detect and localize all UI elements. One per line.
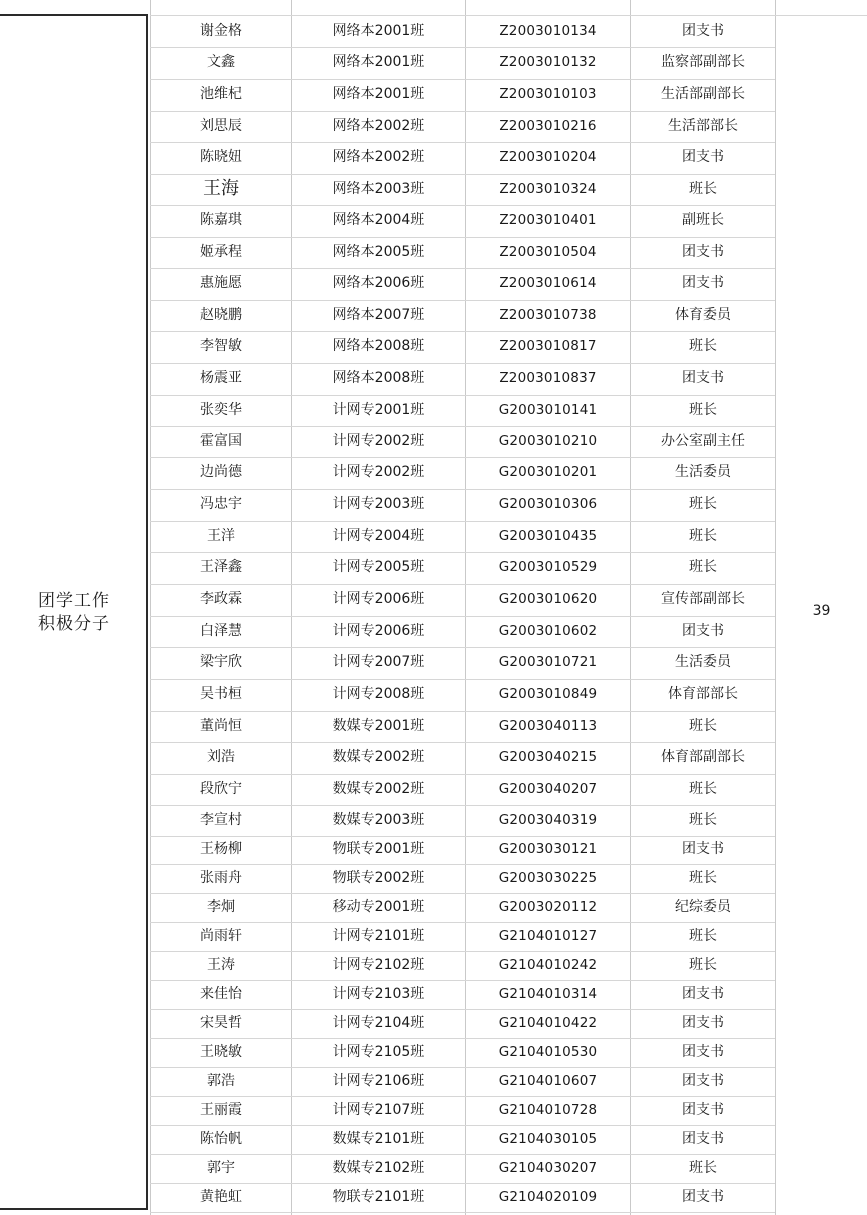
position-cell: 班长 (689, 1159, 717, 1176)
student-id-cell: G2104030105 (498, 1130, 598, 1147)
position-cell: 团支书 (682, 275, 724, 292)
position-cell: 团支书 (682, 985, 724, 1002)
student-id-cell: G2003040207 (498, 780, 598, 797)
student-id-cell: G2003010849 (498, 686, 598, 703)
position-cell: 办公室副主任 (661, 432, 745, 449)
grid-hline (150, 616, 775, 617)
position-cell: 生活部部长 (668, 117, 738, 134)
grid-hline (150, 521, 775, 522)
student-name-cell: 陈晓妞 (200, 149, 242, 166)
student-id-cell: G2003010721 (498, 654, 598, 671)
grid-hline (150, 552, 775, 553)
student-id-cell: G2003030225 (498, 869, 598, 886)
student-name-cell: 陈怡帆 (200, 1130, 242, 1147)
grid-hline (150, 647, 775, 648)
student-id-cell: G2003010201 (498, 464, 598, 481)
student-id-cell: Z2003010216 (499, 117, 597, 134)
grid-hline (150, 1096, 775, 1097)
student-id-cell: G2104010242 (498, 956, 598, 973)
position-cell: 班长 (689, 559, 717, 576)
student-name-cell: 李炯 (207, 898, 235, 915)
class-cell: 网络本2004班 (332, 212, 425, 229)
class-cell: 计网专2002班 (332, 432, 425, 449)
class-cell: 计网专2102班 (332, 956, 425, 973)
class-cell: 物联专2101班 (332, 1188, 425, 1205)
student-name-cell: 郭浩 (207, 1072, 235, 1089)
position-cell: 班长 (689, 927, 717, 944)
student-name-cell: 宋昊哲 (200, 1014, 242, 1031)
class-cell: 计网专2008班 (332, 686, 425, 703)
student-id-cell: Z2003010738 (499, 306, 597, 323)
student-name-cell: 李政霖 (200, 591, 242, 608)
class-cell: 计网专2101班 (332, 927, 425, 944)
student-name-cell: 李智敏 (200, 338, 242, 355)
grid-hline (150, 679, 775, 680)
grid-hline (150, 1009, 775, 1010)
student-id-cell: G2003010529 (498, 559, 598, 576)
student-name-cell: 尚雨轩 (200, 927, 242, 944)
student-name-cell: 李宣村 (200, 811, 242, 828)
grid-hline (150, 584, 775, 585)
student-name-cell: 张雨舟 (200, 869, 242, 886)
student-id-cell: G2104010607 (498, 1072, 598, 1089)
position-cell: 团支书 (682, 22, 724, 39)
class-cell: 网络本2002班 (332, 117, 425, 134)
class-cell: 数媒专2101班 (332, 1130, 425, 1147)
student-name-cell: 来佳怡 (200, 985, 242, 1002)
student-name-cell: 白泽慧 (200, 622, 242, 639)
student-id-cell: G2003010210 (498, 432, 598, 449)
student-name-cell: 谢金格 (200, 22, 242, 39)
grid-hline (150, 1154, 775, 1155)
class-cell: 物联专2002班 (332, 869, 425, 886)
position-cell: 班长 (689, 717, 717, 734)
student-id-cell: G2003010141 (498, 401, 598, 418)
grid-hline (150, 951, 775, 952)
position-cell: 班长 (689, 496, 717, 513)
student-name-cell: 冯忠宇 (200, 496, 242, 513)
student-id-cell: G2003010306 (498, 496, 598, 513)
student-id-cell: G2104010728 (498, 1101, 598, 1118)
student-id-cell: G2003010602 (498, 622, 598, 639)
student-id-cell: Z2003010132 (499, 54, 597, 71)
class-cell: 网络本2007班 (332, 306, 425, 323)
grid-hline (150, 1125, 775, 1126)
student-name-cell: 刘思辰 (200, 117, 242, 134)
student-id-cell: Z2003010204 (499, 149, 597, 166)
student-name-cell: 王丽霞 (200, 1101, 242, 1118)
grid-hline (150, 300, 775, 301)
student-id-cell: G2104020109 (498, 1188, 598, 1205)
position-cell: 体育部副部长 (661, 749, 745, 766)
student-id-cell: Z2003010504 (499, 243, 597, 260)
student-name-cell: 黄艳虹 (200, 1188, 242, 1205)
position-cell: 纪综委员 (675, 898, 731, 915)
student-name-cell: 杨震亚 (200, 370, 242, 387)
grid-vline (150, 0, 151, 1215)
position-cell: 团支书 (682, 1188, 724, 1205)
class-cell: 网络本2002班 (332, 149, 425, 166)
grid-hline (150, 47, 775, 48)
grid-hline (150, 111, 775, 112)
class-cell: 数媒专2002班 (332, 780, 425, 797)
position-cell: 班长 (689, 338, 717, 355)
position-cell: 体育委员 (675, 306, 731, 323)
student-name-cell: 吴书桓 (200, 686, 242, 703)
grid-hline (150, 893, 775, 894)
class-cell: 计网专2103班 (332, 985, 425, 1002)
position-cell: 班长 (689, 956, 717, 973)
class-cell: 计网专2107班 (332, 1101, 425, 1118)
position-cell: 团支书 (682, 1101, 724, 1118)
grid-vline (775, 0, 776, 1215)
class-cell: 数媒专2102班 (332, 1159, 425, 1176)
grid-hline (150, 79, 775, 80)
class-cell: 计网专2006班 (332, 622, 425, 639)
class-cell: 计网专2001班 (332, 401, 425, 418)
position-cell: 团支书 (682, 149, 724, 166)
class-cell: 计网专2105班 (332, 1043, 425, 1060)
grid-hline (150, 142, 775, 143)
student-name-cell: 王杨柳 (200, 841, 242, 858)
class-cell: 网络本2008班 (332, 370, 425, 387)
position-cell: 团支书 (682, 841, 724, 858)
class-cell: 计网专2004班 (332, 527, 425, 544)
student-id-cell: G2003040113 (498, 717, 598, 734)
category-label-line1: 团学工作 (38, 591, 110, 611)
student-id-cell: Z2003010134 (499, 22, 597, 39)
grid-hline (150, 980, 775, 981)
student-id-cell: Z2003010614 (499, 275, 597, 292)
student-name-cell: 赵晓鹏 (200, 306, 242, 323)
student-id-cell: Z2003010837 (499, 370, 597, 387)
student-id-cell: Z2003010103 (499, 86, 597, 103)
class-cell: 网络本2008班 (332, 338, 425, 355)
grid-hline (150, 457, 775, 458)
student-id-cell: G2003040319 (498, 811, 598, 828)
class-cell: 数媒专2003班 (332, 811, 425, 828)
student-id-cell: G2104010530 (498, 1043, 598, 1060)
class-cell: 网络本2006班 (332, 275, 425, 292)
student-name-cell: 王晓敏 (200, 1043, 242, 1060)
class-cell: 数媒专2001班 (332, 717, 425, 734)
grid-hline (150, 805, 775, 806)
class-cell: 网络本2001班 (332, 86, 425, 103)
student-id-cell: G2003010620 (498, 591, 598, 608)
student-id-cell: Z2003010324 (499, 180, 597, 197)
grid-vline (465, 0, 466, 1215)
grid-hline (150, 331, 775, 332)
student-id-cell: Z2003010817 (499, 338, 597, 355)
student-name-cell: 段欣宁 (200, 780, 242, 797)
position-cell: 团支书 (682, 1072, 724, 1089)
grid-vline (630, 0, 631, 1215)
grid-hline (150, 1067, 775, 1068)
class-cell: 移动专2001班 (332, 898, 425, 915)
student-name-cell: 陈嘉琪 (200, 212, 242, 229)
grid-hline (150, 205, 775, 206)
student-id-cell: G2003030121 (498, 841, 598, 858)
class-cell: 网络本2003班 (332, 180, 425, 197)
student-name-cell: 王洋 (207, 527, 235, 544)
class-cell: 数媒专2002班 (332, 749, 425, 766)
position-cell: 团支书 (682, 243, 724, 260)
student-id-cell: Z2003010401 (499, 212, 597, 229)
position-cell: 团支书 (682, 1130, 724, 1147)
grid-hline (150, 774, 775, 775)
grid-hline (150, 363, 775, 364)
class-cell: 计网专2002班 (332, 464, 425, 481)
position-cell: 班长 (689, 180, 717, 197)
student-name-cell: 霍富国 (200, 432, 242, 449)
grid-vline (291, 0, 292, 1215)
grid-hline (150, 1038, 775, 1039)
class-cell: 计网专2003班 (332, 496, 425, 513)
position-cell: 班长 (689, 811, 717, 828)
grid-hline (150, 864, 775, 865)
class-cell: 计网专2104班 (332, 1014, 425, 1031)
position-cell: 班长 (689, 527, 717, 544)
class-cell: 计网专2005班 (332, 559, 425, 576)
grid-hline (150, 1183, 775, 1184)
student-name-cell: 王海 (203, 178, 239, 200)
student-name-cell: 董尚恒 (200, 717, 242, 734)
student-name-cell: 郭宇 (207, 1159, 235, 1176)
position-cell: 班长 (689, 401, 717, 418)
class-cell: 物联专2001班 (332, 841, 425, 858)
grid-hline (150, 1212, 775, 1213)
position-cell: 班长 (689, 780, 717, 797)
position-cell: 团支书 (682, 622, 724, 639)
position-cell: 生活委员 (675, 654, 731, 671)
grid-hline (150, 742, 775, 743)
student-id-cell: G2003020112 (498, 898, 598, 915)
category-label (0, 590, 148, 636)
grid-hline (150, 268, 775, 269)
class-cell: 计网专2106班 (332, 1072, 425, 1089)
student-id-cell: G2003040215 (498, 749, 598, 766)
grid-hline (150, 711, 775, 712)
student-id-cell: G2104030207 (498, 1159, 598, 1176)
grid-hline (150, 922, 775, 923)
position-cell: 生活委员 (675, 464, 731, 481)
grid-hline (150, 174, 775, 175)
position-cell: 班长 (689, 869, 717, 886)
class-cell: 网络本2001班 (332, 54, 425, 71)
student-name-cell: 梁宇欣 (200, 654, 242, 671)
student-id-cell: G2104010314 (498, 985, 598, 1002)
grid-hline (150, 237, 775, 238)
position-cell: 生活部副部长 (661, 86, 745, 103)
student-name-cell: 姬承程 (200, 243, 242, 260)
grid-hline (150, 489, 775, 490)
category-label-line2: 积极分子 (38, 614, 110, 634)
student-name-cell: 王涛 (207, 956, 235, 973)
student-name-cell: 王泽鑫 (200, 559, 242, 576)
position-cell: 团支书 (682, 1043, 724, 1060)
grid-top-line (150, 15, 867, 16)
position-cell: 副班长 (682, 212, 724, 229)
position-cell: 监察部副部长 (661, 54, 745, 71)
position-cell: 团支书 (682, 1014, 724, 1031)
student-id-cell: G2003010435 (498, 527, 598, 544)
student-name-cell: 张奕华 (200, 401, 242, 418)
grid-hline (150, 395, 775, 396)
position-cell: 团支书 (682, 370, 724, 387)
position-cell: 宣传部副部长 (661, 591, 745, 608)
class-cell: 网络本2001班 (332, 22, 425, 39)
student-id-cell: G2104010422 (498, 1014, 598, 1031)
student-id-cell: G2104010127 (498, 927, 598, 944)
grid-hline (150, 836, 775, 837)
group-count: 39 (812, 603, 831, 619)
grid-hline (150, 426, 775, 427)
student-name-cell: 边尚德 (200, 464, 242, 481)
class-cell: 计网专2006班 (332, 591, 425, 608)
student-name-cell: 刘浩 (207, 749, 235, 766)
student-name-cell: 池维杞 (200, 86, 242, 103)
position-cell: 体育部部长 (668, 686, 738, 703)
student-name-cell: 惠施愿 (200, 275, 242, 292)
student-name-cell: 文鑫 (207, 54, 235, 71)
class-cell: 网络本2005班 (332, 243, 425, 260)
class-cell: 计网专2007班 (332, 654, 425, 671)
